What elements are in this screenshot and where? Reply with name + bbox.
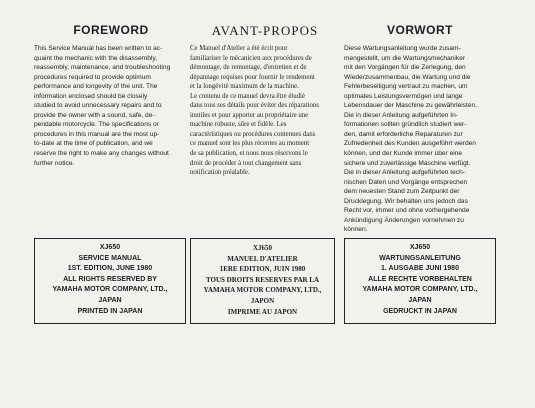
avant-propos-body-text: Ce Manuel d'Atelier a été écrit pour familiariser le mécanicien aux procédures de démontage, de remontage, d'entretien et de dépannage requises pour fournir le rendement et la longévité maximum de la machine. Le contenu de ce manuel devra être étudié dans tous ses détails pour éviter des réparations inutiles et pour apporter au propriétaire une machine robuste, sûre et fidèle. Les caractéristiques ou procédures contenues dans ce manuel sont les plus récentes au moment de sa publication, et nous nous réservons le droit de procéder à tout changement sans notification préalable. — [190, 45, 319, 177]
foreword-title: FOREWORD — [73, 23, 149, 37]
edition-date: 1ERE EDITION, JUIN 1980 — [219, 265, 306, 274]
avant-propos-title: AVANT-PROPOS — [211, 23, 319, 38]
edition-company: YAMAHA MOTOR COMPANY, LTD., — [203, 286, 322, 295]
edition-model: XJ650 — [99, 244, 121, 251]
edition-country: JAPAN — [98, 296, 122, 304]
edition-date: 1. AUSGABE JUNI 1980 — [381, 265, 459, 273]
edition-box-french — [190, 238, 335, 324]
edition-printed: GEDRUCKT IN JAPAN — [383, 307, 457, 315]
edition-company: YAMAHA MOTOR COMPANY, LTD., — [362, 286, 478, 294]
edition-printed: PRINTED IN JAPAN — [77, 307, 143, 315]
edition-manual-title: WARTUNGSANLEITUNG — [379, 254, 461, 262]
edition-rights: TOUS DROITS RESERVES PAR LA — [205, 275, 320, 284]
edition-company: YAMAHA MOTOR COMPANY, LTD., — [52, 286, 168, 294]
edition-country: JAPAN — [408, 296, 432, 304]
edition-printed: IMPRIME AU JAPON — [227, 307, 298, 316]
vorwort-body-text: Diese Wartungsanleitung wurde zusam- mengestellt, um die Wartungsmechaniker mit den Vorgängen für die Zerlegung, den Wiederzusammenbau, die Wartung und die Fehlerbeseitigung vertraut zu machen, um optimales Leistungsvermögen und lange Lebensdauer der Maschine zu gewährleisten. Die in dieser Anleitung aufgeführten In- formationen sollten gründlich studiert wer- den, damit erforderliche Reparaturen zur Zufriedenheit des Kunden ausgeführt werden können, und der Kunde immer über eine sichere und zuverlässige Maschine verfügt. Die in dieser Anleitung aufgeführten tech- nischen Daten und Vorgänge entsprechen dem neuesten Stand zum Zeitpunkt der Drucklegung. Wir behalten uns jedoch das Recht vor, immer und ohne vorhergehende Ankündigung Änderungen vornehmen zu können. — [344, 45, 478, 234]
edition-date: 1ST. EDITION, JUNE 1980 — [67, 265, 153, 273]
edition-manual-title: SERVICE MANUAL — [78, 254, 142, 262]
vorwort-title: VORWORT — [387, 23, 453, 37]
edition-box-english — [34, 238, 186, 324]
edition-rights: ALL RIGHTS RESERVED BY — [63, 275, 157, 283]
edition-country: JAPON — [250, 296, 275, 305]
edition-box-german — [344, 238, 496, 324]
edition-model: XJ650 — [252, 244, 273, 252]
edition-rights: ALLE RECHTE VORBEHALTEN — [368, 275, 472, 283]
edition-manual-title: MANUEL D'ATELIER — [227, 254, 298, 263]
edition-model: XJ650 — [409, 244, 431, 251]
foreword-body-text: This Service Manual has been written to ac- quaint the mechanic with the disassembly, reassembly, maintenance, and troubleshooting procedures required to provide optimum performance and longevity of the unit. The information enclosed should be closely studied to avoid unnecessary repairs and to provide the owner with a sound, safe, de- pendable motorcycle. The specifications or procedures in this manual are the most up- to-date at the time of publication, and we reserve the right to make any changes without further notice. — [34, 45, 171, 167]
